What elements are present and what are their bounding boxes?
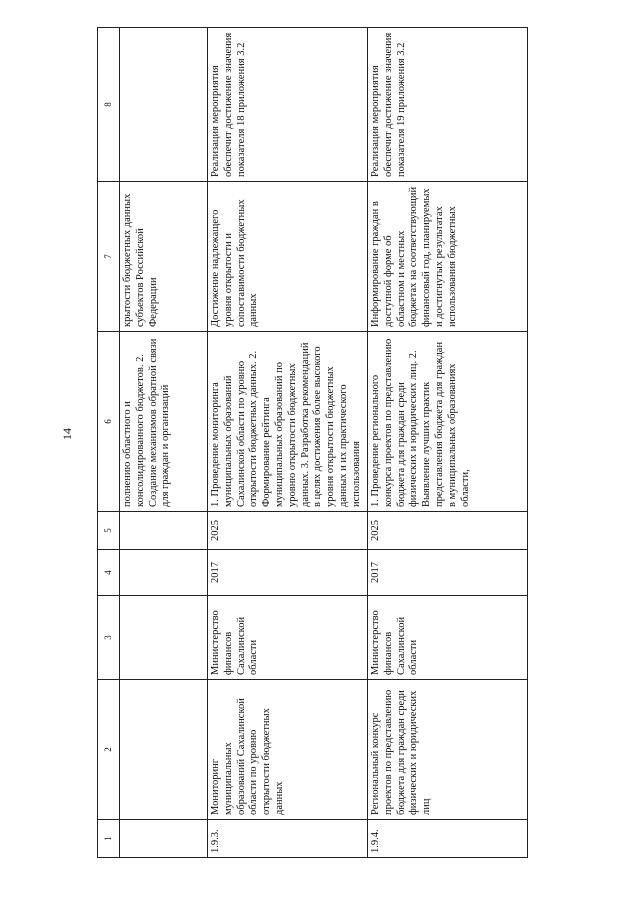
header-cell: 5 xyxy=(98,512,120,550)
header-cell: 7 xyxy=(98,182,120,332)
row-name: Мониторинг муниципальных образований Сахалинской области по уровню открытости бюджетных данных xyxy=(208,680,368,820)
table-cell xyxy=(120,512,208,550)
row-number: 1.9.4. xyxy=(368,820,528,858)
header-cell: 6 xyxy=(98,332,120,512)
table-row xyxy=(208,28,368,858)
row-number: 1.9.3. xyxy=(208,820,368,858)
table-row xyxy=(368,28,528,858)
table-cell xyxy=(120,28,208,182)
row-result: Информирование граждан в доступной форме об областном и местных бюджетах на соответствующий финансовый год, планируемых и достигнутых результатах использования бюджетных xyxy=(368,182,528,332)
row-executor: Министерство финансов Сахалинской области xyxy=(368,596,528,680)
table-cell xyxy=(120,596,208,680)
page-number: 14 xyxy=(60,428,74,440)
row-end-year: 2025 xyxy=(368,512,528,550)
row-name: Региональный конкурс проектов по представлению бюджета для граждан среди физических и юридических лиц xyxy=(368,680,528,820)
row-link: Реализация мероприятия обеспечит достижение значения показателя 19 приложения 3.2 xyxy=(368,28,528,182)
header-cell: 1 xyxy=(98,820,120,858)
header-cell: 2 xyxy=(98,680,120,820)
table-cell xyxy=(120,680,208,820)
continuation-actions: полнению областного и консолидированного бюджетов. 2. Создание механизмов обратной связи для граждан и организаций xyxy=(120,332,208,512)
row-end-year: 2025 xyxy=(208,512,368,550)
table-cell xyxy=(120,820,208,858)
row-start-year: 2017 xyxy=(368,550,528,596)
row-result: Достижение надлежащего уровня открытости и сопоставимости бюджетных данных xyxy=(208,182,368,332)
table-cell xyxy=(120,550,208,596)
header-cell: 3 xyxy=(98,596,120,680)
row-link: Реализация мероприятия обеспечит достижение значения показателя 18 приложения 3.2 xyxy=(208,28,368,182)
row-start-year: 2017 xyxy=(208,550,368,596)
row-actions: 1. Проведение мониторинга муниципальных образований Сахалинской области по уровню открытости бюджетных данных. 2. Формирование рейтинга муниципальных образований по уровню открытости бюджетных данных. 3. Разработка рекомендаций в целях достижения более высокого уровня открытости бюджетных данных и их практического использования xyxy=(208,332,368,512)
rotated-table-wrapper xyxy=(97,28,527,858)
program-table xyxy=(97,27,528,858)
continuation-result: крытости бюджетных данных субъектов Российской Федерации xyxy=(120,182,208,332)
header-cell: 4 xyxy=(98,550,120,596)
header-cell: 8 xyxy=(98,28,120,182)
header-row xyxy=(98,28,120,858)
row-actions: 1. Проведение регионального конкурса проектов по представлению бюджета для граждан среди физических и юридических лиц. 2. Выявление лучших практик представления бюджета для граждан в муниципальных образованиях области, xyxy=(368,332,528,512)
row-executor: Министерство финансов Сахалинской области xyxy=(208,596,368,680)
continuation-row xyxy=(120,28,208,858)
